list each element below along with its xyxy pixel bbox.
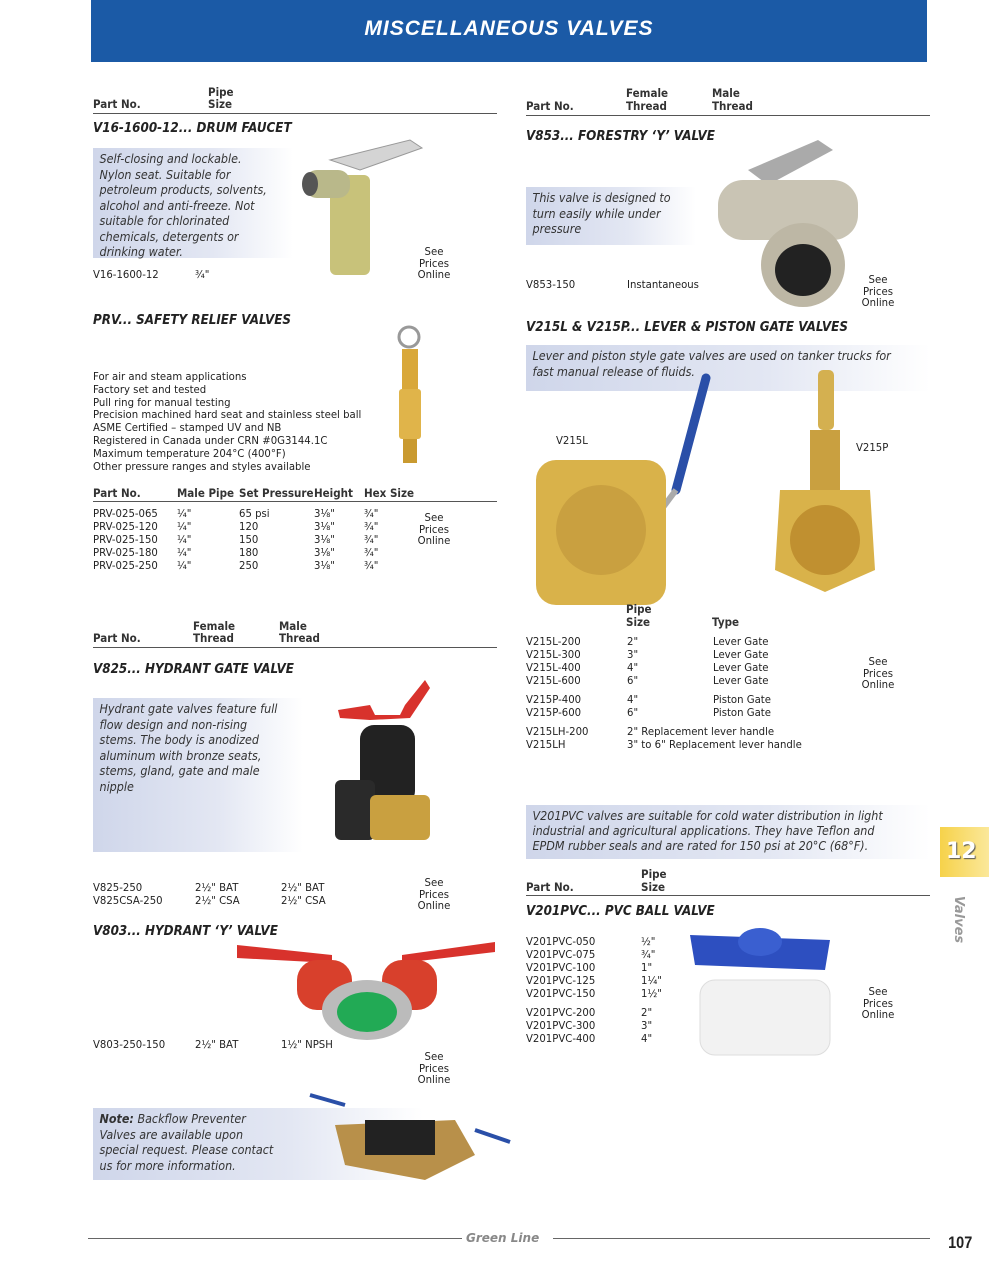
part-number: V201PVC-050 — [526, 935, 596, 948]
divider — [93, 113, 497, 114]
column-header: Hex Size — [364, 486, 415, 500]
section-tab[interactable] — [940, 827, 989, 877]
cell-value: 3⅛" — [314, 532, 335, 546]
col-female: Female — [626, 86, 669, 100]
page-number: 107 — [948, 1233, 973, 1252]
cell-value: ¼" — [177, 532, 192, 546]
divider — [526, 115, 930, 116]
cell-value: 4" — [627, 660, 639, 674]
cell-value: 3⅛" — [314, 519, 335, 533]
note-label: Note: — [99, 1112, 134, 1126]
part-number: V201PVC-300 — [526, 1019, 596, 1032]
cell-value: 2" Replacement lever handle — [627, 725, 775, 738]
feature-item: Registered in Canada under CRN #0G3144.1C — [93, 434, 328, 447]
description: Lever and piston style gate valves are used on tanker trucks for fast manual release of fluids. — [532, 349, 891, 379]
part-number: V215L-200 — [526, 635, 581, 648]
cell-value: ¼" — [177, 558, 192, 572]
part-number: PRV-025-250 — [93, 558, 158, 572]
section-title: V215L & V215P... LEVER & PISTON GATE VALVES — [526, 320, 848, 335]
pvc-ball-valve-image — [685, 920, 835, 1064]
part-number: V215LH — [526, 737, 566, 751]
divider — [526, 895, 930, 896]
cell-value: 1½" — [641, 987, 662, 1000]
col-type: Type — [712, 615, 740, 629]
cell-value: 1" — [641, 961, 653, 974]
cell-value: 4" — [641, 1032, 653, 1045]
see-prices-online[interactable]: See Prices Online — [861, 273, 895, 309]
col-thread: Thread — [279, 631, 320, 645]
cell-value: 2½" CSA — [195, 894, 240, 907]
forestry-y-valve-image — [708, 130, 863, 314]
col-part-no: Part No. — [526, 880, 574, 894]
cell-value: 2½" BAT — [195, 1038, 239, 1051]
part-number: V215L-300 — [526, 647, 581, 661]
cell-value: 4" — [627, 692, 639, 706]
cell-value: Lever Gate — [713, 635, 769, 648]
cell-value: ¾" — [364, 532, 379, 546]
feature-item: Pull ring for manual testing — [93, 395, 231, 409]
description-box — [93, 148, 293, 258]
part-number: V201PVC-400 — [526, 1032, 596, 1045]
cell-value: ¼" — [177, 545, 192, 559]
cell-value: ¾" — [364, 519, 379, 533]
description-box — [526, 805, 930, 859]
piston-gate-valve-image — [770, 370, 880, 599]
column-header: Set Pressure — [239, 486, 314, 500]
feature-item: ASME Certified – stamped UV and NB — [93, 421, 282, 435]
section-title: V201PVC... PVC BALL VALVE — [526, 904, 715, 919]
page-header — [91, 0, 927, 62]
cell-value: 6" — [627, 705, 639, 719]
hydrant-gate-valve-image — [330, 670, 440, 854]
cell-value: 65 psi — [239, 507, 270, 520]
cell-value: 3⅛" — [314, 507, 335, 520]
part-number: V201PVC-150 — [526, 987, 596, 1000]
col-male: Male — [279, 619, 307, 633]
feature-item: For air and steam applications — [93, 370, 247, 383]
cell-value: 150 — [239, 532, 259, 546]
backflow-preventer-image — [305, 1085, 515, 1189]
footer-brand: Green Line — [466, 1231, 540, 1245]
note-text: Backflow Preventer Valves are available upon special request. Please contact us for more information. — [99, 1112, 274, 1173]
cell-value: ½" — [641, 935, 656, 948]
cell-value: 3⅛" — [314, 545, 335, 559]
part-number: V201PVC-100 — [526, 961, 596, 974]
description-box — [93, 698, 303, 852]
cell-value: ¾" — [195, 268, 210, 281]
col-pipe: Pipe — [641, 867, 667, 881]
col-part-no: Part No. — [93, 97, 141, 111]
see-prices-online[interactable]: See Prices Online — [417, 511, 451, 547]
col-part-no: Part No. — [526, 99, 574, 113]
cell-value: Piston Gate — [713, 705, 772, 719]
section-title: V803... HYDRANT ‘Y’ VALVE — [93, 924, 278, 939]
page-title: MISCELLANEOUS VALVES — [364, 17, 654, 40]
cell-value: ¾" — [364, 545, 379, 559]
description: V201PVC valves are suitable for cold water distribution in light industrial and agricultural applications. They have Teflon and EPDM rubber seals and are rated for 150 psi at 20°C (68°F). — [532, 809, 883, 853]
part-number: PRV-025-180 — [93, 545, 158, 559]
feature-item: Factory set and tested — [93, 382, 207, 396]
cell-value: 3" to 6" Replacement lever handle — [627, 737, 802, 751]
part-number: V825-250 — [93, 881, 143, 894]
col-size: Size — [208, 97, 233, 111]
tab-number: 12 — [946, 839, 977, 864]
footer-rule — [553, 1238, 930, 1239]
cell-value: 250 — [239, 558, 259, 572]
part-number: PRV-025-150 — [93, 532, 158, 546]
part-number: V215L-600 — [526, 673, 581, 687]
cell-value: Lever Gate — [713, 673, 769, 687]
col-thread: Thread — [193, 631, 234, 645]
section-label: Valves — [951, 895, 967, 944]
column-header: Part No. — [93, 486, 141, 500]
cell-value: 3" — [627, 647, 639, 661]
cell-value: ¼" — [177, 519, 192, 533]
description: Hydrant gate valves feature full flow design and non-rising stems. The body is anodized aluminum with bronze seats, stems, gland, gate and male nipple — [99, 702, 278, 794]
col-female: Female — [193, 619, 236, 633]
cell-value: ¾" — [364, 558, 379, 572]
lever-gate-valve-image — [526, 370, 716, 614]
cell-value: ¾" — [641, 948, 656, 961]
part-number: V16-1600-12 — [93, 268, 159, 281]
part-number: V215P-400 — [526, 692, 582, 706]
cell-value: 120 — [239, 519, 259, 533]
image-label: V215L — [556, 434, 588, 447]
cell-value: 1¼" — [641, 974, 662, 987]
cell-value: Instantaneous — [627, 278, 699, 291]
section-title: V853... FORESTRY ‘Y’ VALVE — [526, 129, 715, 144]
cell-value: 2½" BAT — [281, 881, 325, 894]
feature-item: Precision machined hard seat and stainless steel ball — [93, 408, 362, 422]
cell-value: 3⅛" — [314, 558, 335, 572]
description: Self-closing and lockable. Nylon seat. Suitable for petroleum products, solvents, alcohol and anti-freeze. Not suitable for chlorinated chemicals, detergents or drinking water. — [99, 152, 267, 259]
relief-valve-image — [393, 325, 433, 469]
part-number: V201PVC-075 — [526, 948, 596, 961]
description-box — [526, 187, 696, 245]
col-part-no: Part No. — [93, 631, 141, 645]
cell-value: 2" — [641, 1006, 653, 1019]
cell-value: 1½" NPSH — [281, 1038, 333, 1051]
cell-value: Lever Gate — [713, 647, 769, 661]
see-prices-online[interactable]: See Prices Online — [417, 245, 451, 281]
part-number: V215P-600 — [526, 705, 582, 719]
cell-value: 2" — [627, 635, 639, 648]
cell-value: ¾" — [364, 507, 379, 520]
cell-value: 3" — [641, 1019, 653, 1032]
description: This valve is designed to turn easily while under pressure — [532, 191, 671, 236]
cell-value: ¼" — [177, 507, 192, 520]
section-title: PRV... SAFETY RELIEF VALVES — [93, 313, 292, 328]
see-prices-online[interactable]: See Prices Online — [861, 985, 895, 1021]
feature-item: Maximum temperature 204°C (400°F) — [93, 446, 286, 460]
part-number: V201PVC-200 — [526, 1006, 596, 1019]
cell-value: 2½" CSA — [281, 894, 326, 907]
cell-value: Lever Gate — [713, 660, 769, 674]
col-size: Size — [626, 615, 651, 629]
part-number: PRV-025-120 — [93, 519, 158, 533]
col-size: Size — [641, 880, 666, 894]
col-male: Male — [712, 86, 740, 100]
image-label: V215P — [856, 441, 889, 454]
cell-value: 2½" BAT — [195, 881, 239, 894]
part-number: V215LH-200 — [526, 725, 589, 738]
col-thread: Thread — [626, 99, 667, 113]
part-number: V803-250-150 — [93, 1038, 166, 1051]
col-thread: Thread — [712, 99, 753, 113]
see-prices-online[interactable]: See Prices Online — [417, 1050, 451, 1086]
divider — [93, 647, 497, 648]
col-pipe: Pipe — [208, 85, 234, 99]
part-number: V215L-400 — [526, 660, 581, 674]
part-number: V201PVC-125 — [526, 974, 596, 987]
hydrant-y-valve-image — [237, 930, 497, 1049]
section-title: V825... HYDRANT GATE VALVE — [93, 662, 294, 677]
part-number: PRV-025-065 — [93, 507, 158, 520]
cell-value: 6" — [627, 673, 639, 687]
column-header: Height — [314, 486, 353, 500]
cell-value: Piston Gate — [713, 692, 772, 706]
feature-item: Other pressure ranges and styles available — [93, 459, 311, 473]
part-number: V825CSA-250 — [93, 894, 163, 907]
column-header: Male Pipe — [177, 486, 235, 500]
col-pipe: Pipe — [626, 602, 652, 616]
divider — [93, 501, 497, 502]
section-title: V16-1600-12... DRUM FAUCET — [93, 121, 292, 136]
footer-rule — [88, 1238, 462, 1239]
see-prices-online[interactable]: See Prices Online — [861, 655, 895, 691]
part-number: V853-150 — [526, 278, 576, 291]
cell-value: 180 — [239, 545, 259, 559]
see-prices-online[interactable]: See Prices Online — [417, 876, 451, 912]
